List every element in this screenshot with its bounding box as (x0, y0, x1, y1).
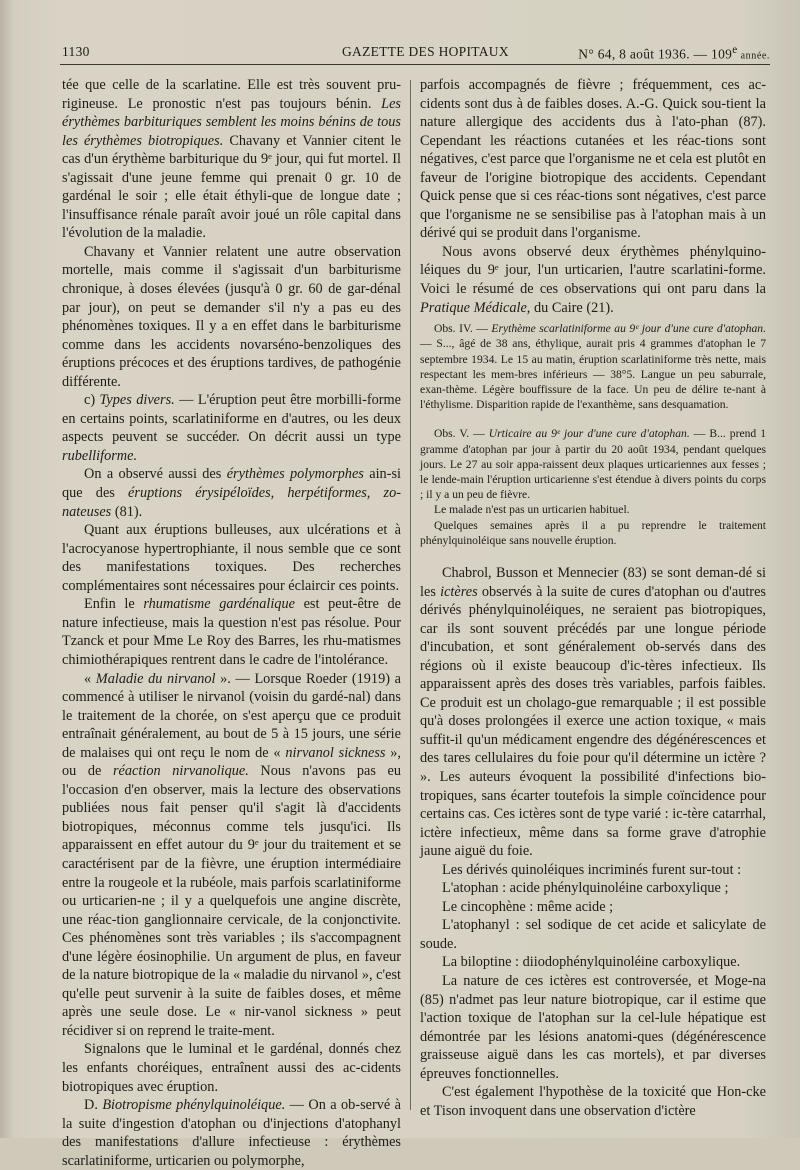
list-item: La biloptine : diiodophénylquinoléine carboxylique. (442, 954, 741, 971)
page-number: 1130 (62, 44, 90, 59)
paragraph: Chavany et Vannier relatent une autre observation mortelle, mais comme il s'agissait d'un barbiturisme chronique, à doses élevées (jusqu'à 0 gr. 60 de gar-dénal par jour), on peut se demander s'il n'y a pas eu des phénomènes toxiques. Il y a en effet dans le barbiturisme comme dans les accidents novarséno-benzoliques des éruptions précoces et des éruptions tardives, de pathogénie différente. (62, 243, 401, 390)
list-item: L'atophanyl : sel sodique de cet acide et salicylate de soude. (420, 917, 766, 952)
right-column (420, 76, 766, 1120)
list-item: L'atophan : acide phénylquinoléine carboxylique ; (442, 880, 729, 897)
left-column (62, 76, 401, 1170)
issue-info: N° 64, 8 août 1936. — 109e année. (578, 44, 770, 62)
paragraph: tée que celle de la scarlatine. Elle est très souvent pru-rigineuse. Le pronostic n'est pas toujours bénin. Les érythèmes barbituriques semblent les moins bénins de tous les érythèmes biotropiques. Chavany et Vannier citent le cas d'un érythème barbiturique du 9ᵉ jour, qui fut mortel. Il s'agissait d'une jeune femme qui prenait 0 gr. 10 de gardénal le soir ; elle était éthyli-que de longue date ; l'insuffisance rénale paraît avoir joué un rôle capital dans l'évolution de la maladie. (62, 77, 401, 242)
paragraph: c) Types divers. — L'éruption peut être morbilli-forme en certains points, scarlatiniforme en d'autres, ou les deux aspects peuvent se succéder. On décrit aussi un type rubelliforme. (62, 392, 401, 464)
observation-4 (420, 321, 766, 412)
paragraph: « Maladie du nirvanol ». — Lorsque Roeder (1919) a commencé à utiliser le nirvanol (voisin du gardé-nal) dans le traitement de la chorée, on s'est aperçu que ce produit entraînait généralement, au bout de 5 à 15 jours, une série de malaises qui ont reçu le nom de « nirvanol sickness », ou de réaction nirvanolique. Nous n'avons pas eu l'occasion d'en observer, mais la lecture des observations publiées nous fait penser qu'il s'agit là d'accidents biotropiques, méconnus comme tels jusqu'ici. Ils apparaissent en effet autour du 9ᵉ jour du traitement et se caractérisent par de la fièvre, une éruption intermédiaire entre la rougeole et la rubéole, mais parfois scarlatiniforme ou urticarien-ne ; il y a quelquefois une angine discrète, une réac-tion ganglionnaire cervicale, de la conjonctivite. Ces phénomènes sont très variables ; ils s'accompagnent d'une légère éosinophilie. Un argument de plus, en faveur de la nature biotropique de la « maladie du nirvanol », c'est qu'elle peut survenir à la suite de faibles doses, et même après une seule dose. Le « nir-vanol sickness » peut récidiver si on reprend le traite-ment. (62, 670, 401, 1039)
header-rule (60, 64, 770, 65)
observation-5 (420, 426, 766, 548)
paragraph: Quant aux éruptions bulleuses, aux ulcérations et à l'acrocyanose hypertrophiante, il nous semble que ce sont des manifestations toxiques. Des recherches complémentaires sont nécessaires pour éclaircir ces points. (62, 522, 401, 594)
paragraph: On a observé aussi des érythèmes polymorphes ain-si que des éruptions érysipéloïdes, herpétiformes, zo-nateuses (81). (62, 466, 401, 520)
paragraph: Enfin le rhumatisme gardénalique est peut-être de nature infectieuse, mais la question n'est pas résolue. Pour Tzanck et pour Mme Le Roy des Barres, les rhu-matismes chimiothérapiques rentrent dans le cadre de l'intolérance. (62, 596, 401, 668)
paragraph: La nature de ces ictères est controversée, et Moge-na (85) n'admet pas leur nature biotropique, car il estime que l'action toxique de l'atophan sur la cel-lule hépatique est démontrée par les lésions anatomi-ques (dégénérescence graisseuse aiguë dans les cas mortels), et par diverses épreuves fonctionnelles. (420, 972, 766, 1082)
paragraph: Les dérivés quinoléiques incriminés furent sur-tout : (442, 861, 742, 878)
observation-text: Obs. IV. — Erythème scarlatiniforme au 9ᵉ jour d'une cure d'atophan. — S..., âgé de 38 ans, éthylique, aurait pris 4 grammes d'atophan le 7 septembre 1934. Le 15 au matin, éruption scarlatiniforme très nette, mais respectant les mem-bres inférieurs — 38°5. Langue un peu saburrale, exan-thème. Légère bouffissure de la face. Un peu de délire te-nant à l'éthylisme. Disparition rapide de l'exanthème, sans desquamation. (420, 322, 766, 412)
paragraph: parfois accompagnés de fièvre ; fréquemment, ces ac-cidents sont dus à de faibles doses. A.-G. Quick sou-tient la nature allergique des accidents dus à l'ato-phan (87). Cependant les réactions cutanées et les réac-tions sont négatives, c'est parce que l'organisme ne et cela est plutôt en faveur de l'origine biotropique des accidents. Cependant Quick pense que si ces réac-tions sont négatives, c'est parce que l'organisme ne se sensibilise pas à l'atophan mais à un dérivé qui se produit dans l'organisme. (420, 77, 766, 242)
observation-text: Quelques semaines après il a pu reprendre le traitement phénylquinoléique sans nouvelle éruption. (420, 518, 766, 547)
paragraph: D. Biotropisme phénylquinoléique. — On a ob-servé à la suite d'ingestion d'atophan ou d'injections d'atophanyl des manifestations d'allure infectieuse : érythèmes scarlatiniforme, urticarien ou polymorphe, (62, 1097, 401, 1169)
observation-text: Obs. V. — Urticaire au 9ᵉ jour d'une cure d'atophan. — B... prend 1 gramme d'atophan par jour à partir du 20 août 1934, pendant quelques jours. Le 27 au soir appa-raissent deux plaques urticariennes aux fesses ; le lende-main l'éruption urticarienne s'est étendue à divers points du corps ; il y a un peu de fièvre. (420, 427, 767, 502)
paragraph: Nous avons observé deux érythèmes phénylquino-léiques du 9ᵉ jour, l'un urticarien, l'autre scarlatini-forme. Voici le résumé de ces observations qui ont paru dans la Pratique Médicale, du Caire (21). (420, 243, 766, 316)
column-divider (410, 80, 411, 1110)
list-item: Le cincophène : même acide ; (442, 898, 614, 915)
running-header (62, 44, 770, 64)
paragraph: Signalons que le luminal et le gardénal, donnés chez les enfants choréiques, entraînent aussi des ac-cidents biotropiques avec éruption. (62, 1041, 401, 1095)
paragraph: C'est également l'hypothèse de la toxicité que Hon-cke et Tison invoquent dans une observation d'ictère (420, 1084, 766, 1119)
paragraph: Chabrol, Busson et Mennecier (83) se sont deman-dé si les ictères observés à la suite de cures d'atophan ou d'autres dérivés phénylquinoléiques, ne seraient pas biotropiques, car ils sont souvent précédés par une longue période d'incubation, et sont généralement ob-servés dans des régions où il existe beaucoup d'ic-tères infectieux. Ils apparaissent après des doses très variables, parfois faibles. Ce produit est un cholago-gue remarquable ; il est possible qu'à doses prolongées il exerce une action toxique, « mais suffit-il qu'un médicament engendre des dégénérescences et des tares cellulaires du foie pour qu'il détermine un ictère ? ». Les auteurs évoquent la possibilité d'infections bio-tropiques, sans écarter toutefois la simple coïncidence pour certains cas. Ces ictères sont de type varié : ic-tère catarrhal, ictère infectieux, même dans sa forme grave d'atrophie jaune aiguë du foie. (420, 564, 766, 860)
observation-text: Le malade n'est pas un urticarien habituel. (434, 503, 630, 517)
journal-title: GAZETTE DES HOPITAUX (342, 44, 509, 59)
